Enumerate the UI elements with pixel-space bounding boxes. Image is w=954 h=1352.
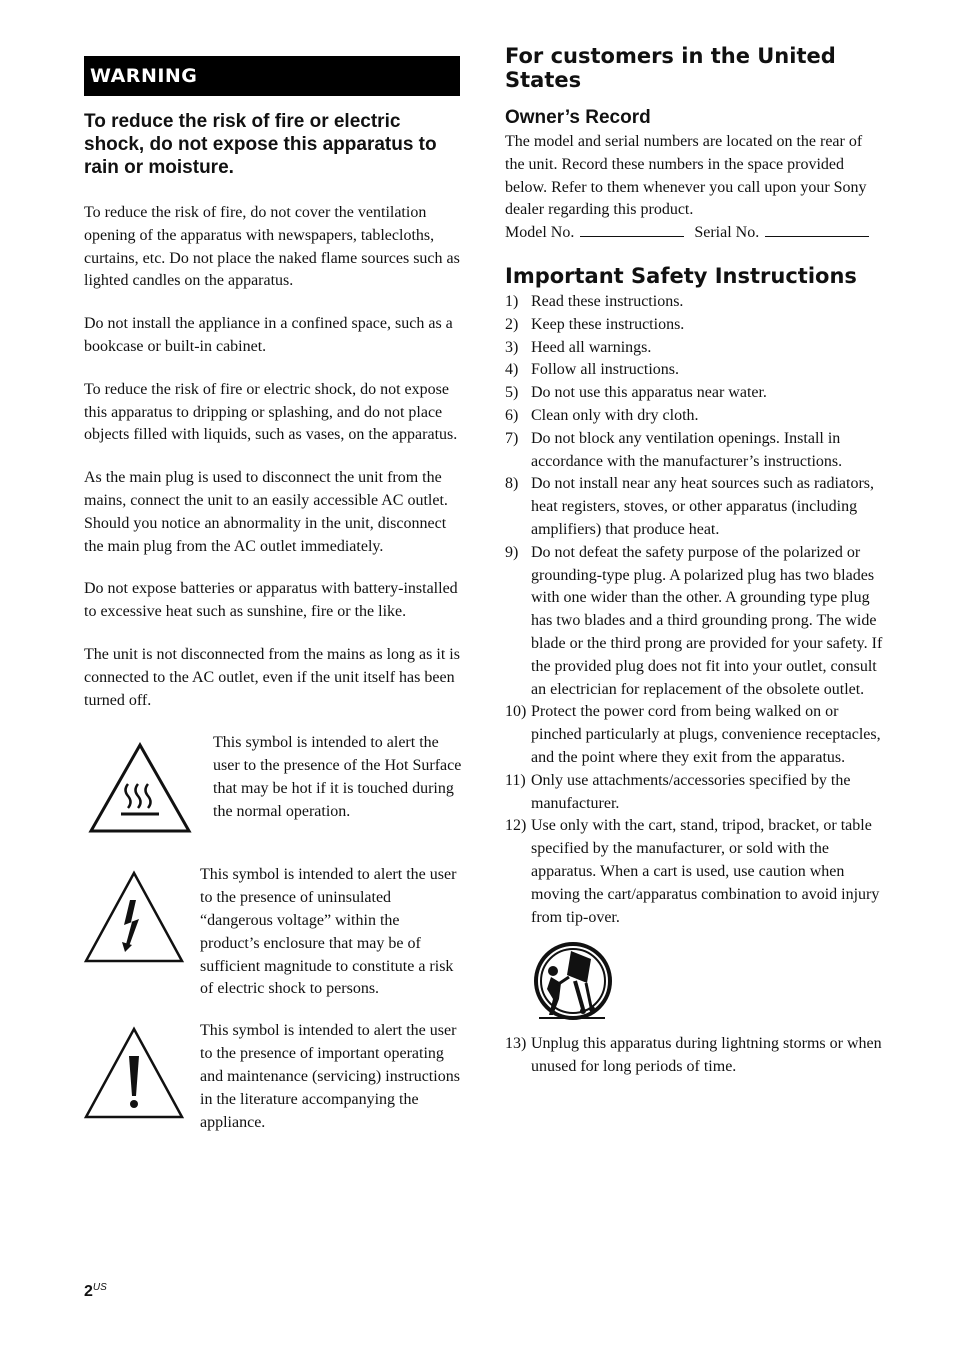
list-item: 5) Do not use this apparatus near water.	[505, 384, 767, 402]
hot-surface-warning-icon	[88, 742, 192, 834]
warning-paragraph: Do not expose batteries or apparatus with battery-installed to excessive heat such as sunshine, fire or the like.	[84, 580, 458, 621]
list-item: 13) Unplug this apparatus during lightning storms or when unused for long periods of time.	[505, 1035, 882, 1076]
list-item: 7) Do not block any ventilation openings. Install in accordance with the manufacturer’s instructions.	[505, 429, 843, 470]
safety-heading: Important Safety Instructions	[505, 263, 857, 288]
right-column	[505, 44, 885, 1079]
left-column	[84, 56, 460, 1160]
model-number-blank	[580, 222, 684, 237]
page-suffix: US	[92, 1282, 107, 1293]
warning-paragraph: To reduce the risk of fire, do not cover the ventilation opening of the apparatus with newspapers, tablecloths, curtains, etc. Do not place the naked flame sources such as lighted candles on the apparatus.	[84, 204, 460, 290]
electric-shock-warning-icon	[83, 870, 185, 964]
symbol-hot-surface	[84, 732, 460, 850]
symbol-description: This symbol is intended to alert the user to the presence of uninsulated “dangerous voltage” within the product’s enclosure that may be of sufficient magnitude to constitute a risk of electric shock to persons.	[200, 866, 457, 998]
list-item: 2) Keep these instructions.	[505, 315, 685, 333]
warning-heading: To reduce the risk of fire or electric shock, do not expose this apparatus to rain or moisture.	[84, 111, 437, 178]
cart-warning	[531, 941, 885, 1027]
symbol-exclamation	[84, 1020, 460, 1160]
page-number: $2^{US}$	[84, 1282, 107, 1300]
instruction-list	[505, 291, 885, 929]
owner-record-heading: Owner’s Record	[505, 107, 651, 128]
exclamation-warning-icon	[83, 1026, 185, 1120]
record-fields	[505, 222, 885, 245]
list-item: 12) Use only with the cart, stand, tripod, bracket, or table specified by the manufacturer, or sold with the apparatus. When a cart is used, use caution when moving the cart/apparatus combination to avoid injury from tip-over.	[505, 817, 880, 926]
list-item: 6) Clean only with dry cloth.	[505, 406, 699, 424]
owner-record-text: The model and serial numbers are located on the rear of the unit. Record these numbers in the space provided below. Refer to them whenever you call upon your Sony dealer regarding this product.	[505, 133, 867, 219]
cart-tip-over-warning-icon	[531, 941, 615, 1025]
symbol-description: This symbol is intended to alert the user to the presence of the Hot Surface that may be hot if it is touched during the normal operation.	[213, 734, 462, 820]
model-label: Model No.	[505, 224, 575, 242]
warning-paragraph: To reduce the risk of fire or electric shock, do not expose this apparatus to dripping or splashing, and do not place objects filled with liquids, such as vases, on the apparatus.	[84, 380, 458, 444]
serial-number-blank	[765, 222, 869, 237]
list-item: 9) Do not defeat the safety purpose of the polarized or grounding-type plug. A polarized plug has two blades with one wider than the other. A grounding type plug has two blades and a third grounding prong. The wide blade or the third prong are provided for your safety. If the provided plug does not fit into your outlet, consult an electrician for replacement of the obsolete outlet.	[505, 543, 883, 698]
symbol-description: This symbol is intended to alert the user to the presence of important operating and maintenance (servicing) instructions in the literature accompanying the appliance.	[200, 1022, 460, 1131]
list-item: 3) Heed all warnings.	[505, 338, 652, 356]
warning-title: WARNING	[84, 56, 460, 96]
warning-paragraph: Do not install the appliance in a confined space, such as a bookcase or built-in cabinet.	[84, 315, 453, 355]
list-item: 8) Do not install near any heat sources such as radiators, heat registers, stoves, or other apparatus (including amplifiers) that produce heat.	[505, 475, 875, 538]
serial-label: Serial No.	[694, 224, 760, 242]
list-item: 1) Read these instructions.	[505, 292, 684, 310]
list-item: 4) Follow all instructions.	[505, 361, 679, 379]
list-item: 10) Protect the power cord from being walked on or pinched particularly at plugs, convenience receptacles, and the point where they exit from the apparatus.	[505, 703, 881, 766]
symbol-electric-shock	[84, 864, 460, 1010]
customers-heading: For customers in the United States	[505, 44, 836, 92]
warning-paragraph: The unit is not disconnected from the mains as long as it is connected to the AC outlet, even if the unit itself has been turned off.	[84, 645, 460, 709]
list-item: 11) Only use attachments/accessories specified by the manufacturer.	[505, 771, 851, 812]
warning-paragraph: As the main plug is used to disconnect the unit from the mains, connect the unit to an easily accessible AC outlet. Should you notice an abnormality in the unit, disconnect the main plug from the AC outlet immediately.	[84, 469, 448, 555]
